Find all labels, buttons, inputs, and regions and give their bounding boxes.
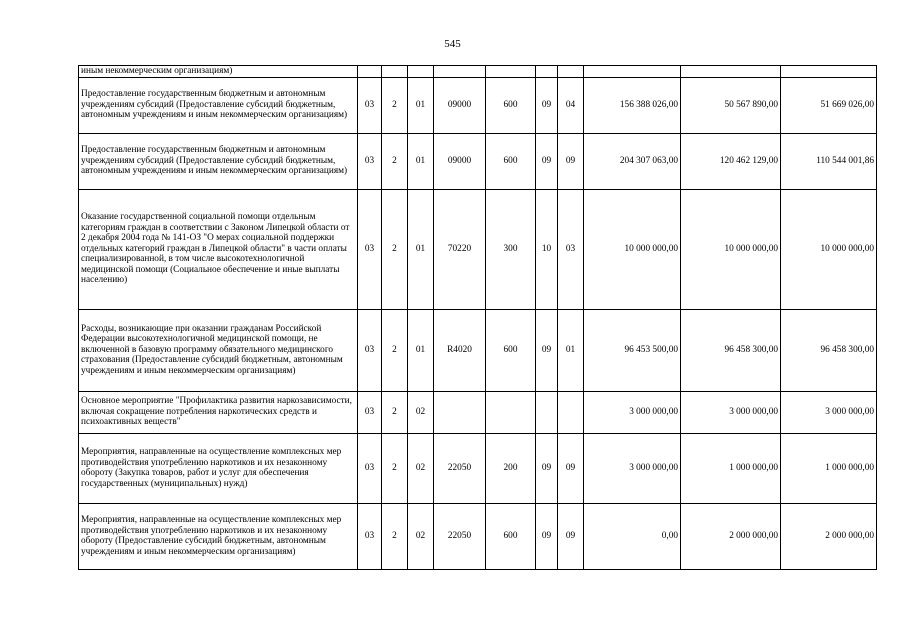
- subprogram-code: 2: [382, 77, 408, 133]
- amount-year-2: 10 000 000,00: [681, 189, 781, 309]
- amount-year-2: 2 000 000,00: [681, 503, 781, 569]
- direction-code: 09000: [434, 77, 486, 133]
- amount-year-3: 1 000 000,00: [781, 433, 877, 503]
- subsection-code: 09: [558, 503, 584, 569]
- program-code: 03: [358, 391, 382, 433]
- amount-year-2: 96 458 300,00: [681, 309, 781, 391]
- amount-year-3: 10 000 000,00: [781, 189, 877, 309]
- amount-year-2: 120 462 129,00: [681, 133, 781, 189]
- subsection-code: 03: [558, 189, 584, 309]
- table-row: [79, 503, 877, 569]
- amount-year-1: 3 000 000,00: [584, 433, 681, 503]
- amount-year-3: 2 000 000,00: [781, 503, 877, 569]
- expense-type-code: 600: [486, 503, 536, 569]
- subsection-code: 04: [558, 77, 584, 133]
- subsection-code: [558, 66, 584, 78]
- table-row: [79, 309, 877, 391]
- subprogram-code: 2: [382, 309, 408, 391]
- program-code: 03: [358, 503, 382, 569]
- section-code: [536, 391, 558, 433]
- direction-code: 22050: [434, 503, 486, 569]
- page-number: 545: [444, 38, 461, 50]
- expense-type-code: 200: [486, 433, 536, 503]
- amount-year-1: 96 453 500,00: [584, 309, 681, 391]
- subprogram-code: [382, 66, 408, 78]
- subprogram-code: 2: [382, 133, 408, 189]
- table-row: [79, 66, 877, 78]
- section-code: [536, 66, 558, 78]
- expense-type-code: [486, 66, 536, 78]
- expense-type-code: 300: [486, 189, 536, 309]
- direction-code: R4020: [434, 309, 486, 391]
- amount-year-1: 156 388 026,00: [584, 77, 681, 133]
- subprogram-code: 2: [382, 503, 408, 569]
- table-row: [79, 433, 877, 503]
- section-code: 09: [536, 77, 558, 133]
- subsection-code: 09: [558, 133, 584, 189]
- amount-year-3: 110 544 001,86: [781, 133, 877, 189]
- row-name: Мероприятия, направленные на осуществление комплексных мер противодействия употреблению наркотиков и их незаконному обороту (Закупка товаров, работ и услуг для обеспечения государственных (муниципальных) нужд): [79, 433, 358, 503]
- event-code: 01: [408, 77, 434, 133]
- direction-code: [434, 391, 486, 433]
- expense-type-code: 600: [486, 133, 536, 189]
- program-code: 03: [358, 433, 382, 503]
- expense-type-code: [486, 391, 536, 433]
- amount-year-1: 3 000 000,00: [584, 391, 681, 433]
- amount-year-1: 0,00: [584, 503, 681, 569]
- subsection-code: 01: [558, 309, 584, 391]
- row-name: Предоставление государственным бюджетным и автономным учреждениям субсидий (Предоставление субсидий бюджетным, автономным учреждениям и иным некоммерческим организациям): [79, 77, 358, 133]
- row-name: Предоставление государственным бюджетным и автономным учреждениям субсидий (Предоставление субсидий бюджетным, автономным учреждениям и иным некоммерческим организациям): [79, 133, 358, 189]
- table-row: [79, 189, 877, 309]
- event-code: 02: [408, 503, 434, 569]
- program-code: 03: [358, 309, 382, 391]
- direction-code: 70220: [434, 189, 486, 309]
- amount-year-3: [781, 66, 877, 78]
- program-code: 03: [358, 133, 382, 189]
- amount-year-2: 1 000 000,00: [681, 433, 781, 503]
- section-code: 09: [536, 503, 558, 569]
- direction-code: [434, 66, 486, 78]
- event-code: 02: [408, 433, 434, 503]
- subsection-code: 09: [558, 433, 584, 503]
- budget-table: [78, 65, 877, 570]
- direction-code: 09000: [434, 133, 486, 189]
- amount-year-3: 51 669 026,00: [781, 77, 877, 133]
- amount-year-2: 3 000 000,00: [681, 391, 781, 433]
- subprogram-code: 2: [382, 433, 408, 503]
- section-code: 09: [536, 133, 558, 189]
- expense-type-code: 600: [486, 77, 536, 133]
- amount-year-1: [584, 66, 681, 78]
- row-name: Оказание государственной социальной помощи отдельным категориям граждан в соответствии с Законом Липецкой области от 2 декабря 2004 года № 141-ОЗ "О мерах социальной поддержки отдельных категорий граждан в Липецкой области" в части оплаты специализированной, в том числе высокотехнологичной медицинской помощи (Социальное обеспечение и иные выплаты населению): [79, 189, 358, 309]
- event-code: 01: [408, 309, 434, 391]
- amount-year-3: 3 000 000,00: [781, 391, 877, 433]
- row-name: Основное мероприятие "Профилактика развития наркозависимости, включая сокращение потребления наркотических средств и психоактивных веществ": [79, 391, 358, 433]
- row-name: Мероприятия, направленные на осуществление комплексных мер противодействия употреблению наркотиков и их незаконному обороту (Предоставление субсидий бюджетным, автономным учреждениям и иным некоммерческим организациям): [79, 503, 358, 569]
- section-code: 09: [536, 433, 558, 503]
- program-code: 03: [358, 77, 382, 133]
- section-code: 10: [536, 189, 558, 309]
- program-code: [358, 66, 382, 78]
- event-code: 01: [408, 133, 434, 189]
- section-code: 09: [536, 309, 558, 391]
- row-name: иным некоммерческим организациям): [79, 66, 358, 78]
- subprogram-code: 2: [382, 391, 408, 433]
- amount-year-1: 204 307 063,00: [584, 133, 681, 189]
- row-name: Расходы, возникающие при оказании гражданам Российской Федерации высокотехнологичной медицинской помощи, не включенной в базовую программу обязательного медицинского страхования (Предоставление субсидий бюджетным, автономным учреждениям и иным некоммерческим организациям): [79, 309, 358, 391]
- amount-year-2: [681, 66, 781, 78]
- amount-year-2: 50 567 890,00: [681, 77, 781, 133]
- amount-year-3: 96 458 300,00: [781, 309, 877, 391]
- event-code: 01: [408, 189, 434, 309]
- table-row: [79, 133, 877, 189]
- amount-year-1: 10 000 000,00: [584, 189, 681, 309]
- expense-type-code: 600: [486, 309, 536, 391]
- direction-code: 22050: [434, 433, 486, 503]
- subsection-code: [558, 391, 584, 433]
- program-code: 03: [358, 189, 382, 309]
- subprogram-code: 2: [382, 189, 408, 309]
- event-code: [408, 66, 434, 78]
- event-code: 02: [408, 391, 434, 433]
- table-row: [79, 77, 877, 133]
- table-row: [79, 391, 877, 433]
